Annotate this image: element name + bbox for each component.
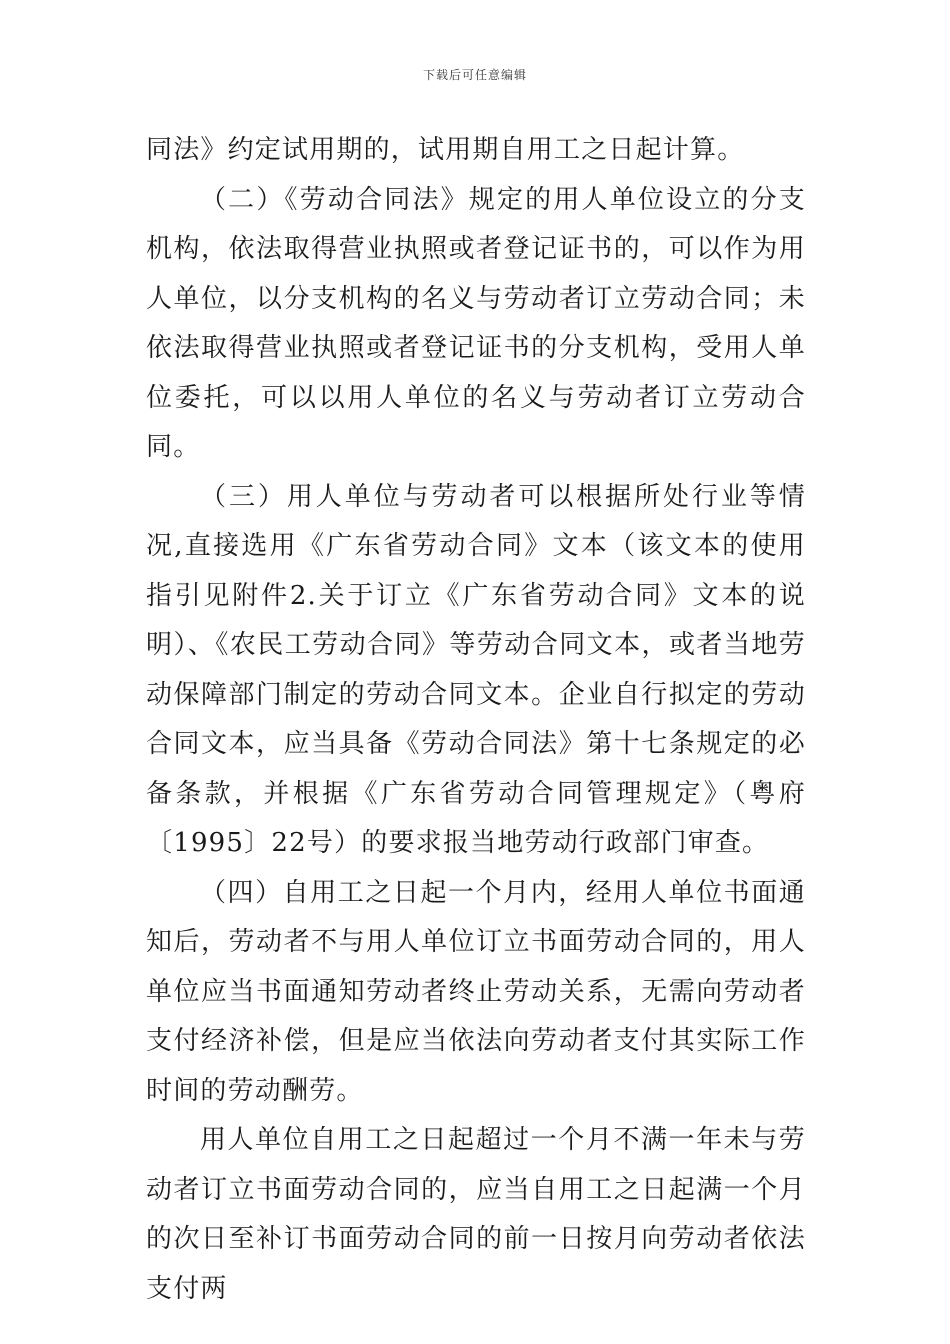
paragraph-item-4: （四）自用工之日起一个月内，经用人单位书面通知后，劳动者不与用人单位订立书面劳动合同的，用人单位应当书面通知劳动者终止劳动关系，无需向劳动者支付经济补偿，但是应当依法向劳动者支付其实际工作时间的劳动酬劳。 bbox=[146, 877, 806, 1106]
paragraph-item-4-continued: 用人单位自用工之日起超过一个月不满一年未与劳动者订立书面劳动合同的，应当自用工之日起满一个月的次日至补订书面劳动合同的前一日按月向劳动者依法支付两 bbox=[146, 1125, 806, 1304]
document-body bbox=[146, 126, 806, 1314]
paragraph-continuation: 同法》约定试用期的，试用期自用工之日起计算。 bbox=[146, 135, 745, 165]
page-header: 下载后可任意编辑 bbox=[422, 68, 527, 82]
paragraph-item-3: （三）用人单位与劳动者可以根据所处行业等情况,直接选用《广东省劳动合同》文本（该文本的使用指引见附件2.关于订立《广东省劳动合同》文本的说明）、《农民工劳动合同》等劳动合同文本，或者当地劳动保障部门制定的劳动合同文本。企业自行拟定的劳动合同文本，应当具备《劳动合同法》第十七条规定的必备条款，并根据《广东省劳动合同管理规定》（粤府〔1995〕22号）的要求报当地劳动行政部门审查。 bbox=[146, 481, 806, 858]
paragraph-item-2: （二）《劳动合同法》规定的用人单位设立的分支机构，依法取得营业执照或者登记证书的，可以作为用人单位，以分支机构的名义与劳动者订立劳动合同；未依法取得营业执照或者登记证书的分支机构，受用人单位委托，可以以用人单位的名义与劳动者订立劳动合同。 bbox=[146, 184, 806, 462]
